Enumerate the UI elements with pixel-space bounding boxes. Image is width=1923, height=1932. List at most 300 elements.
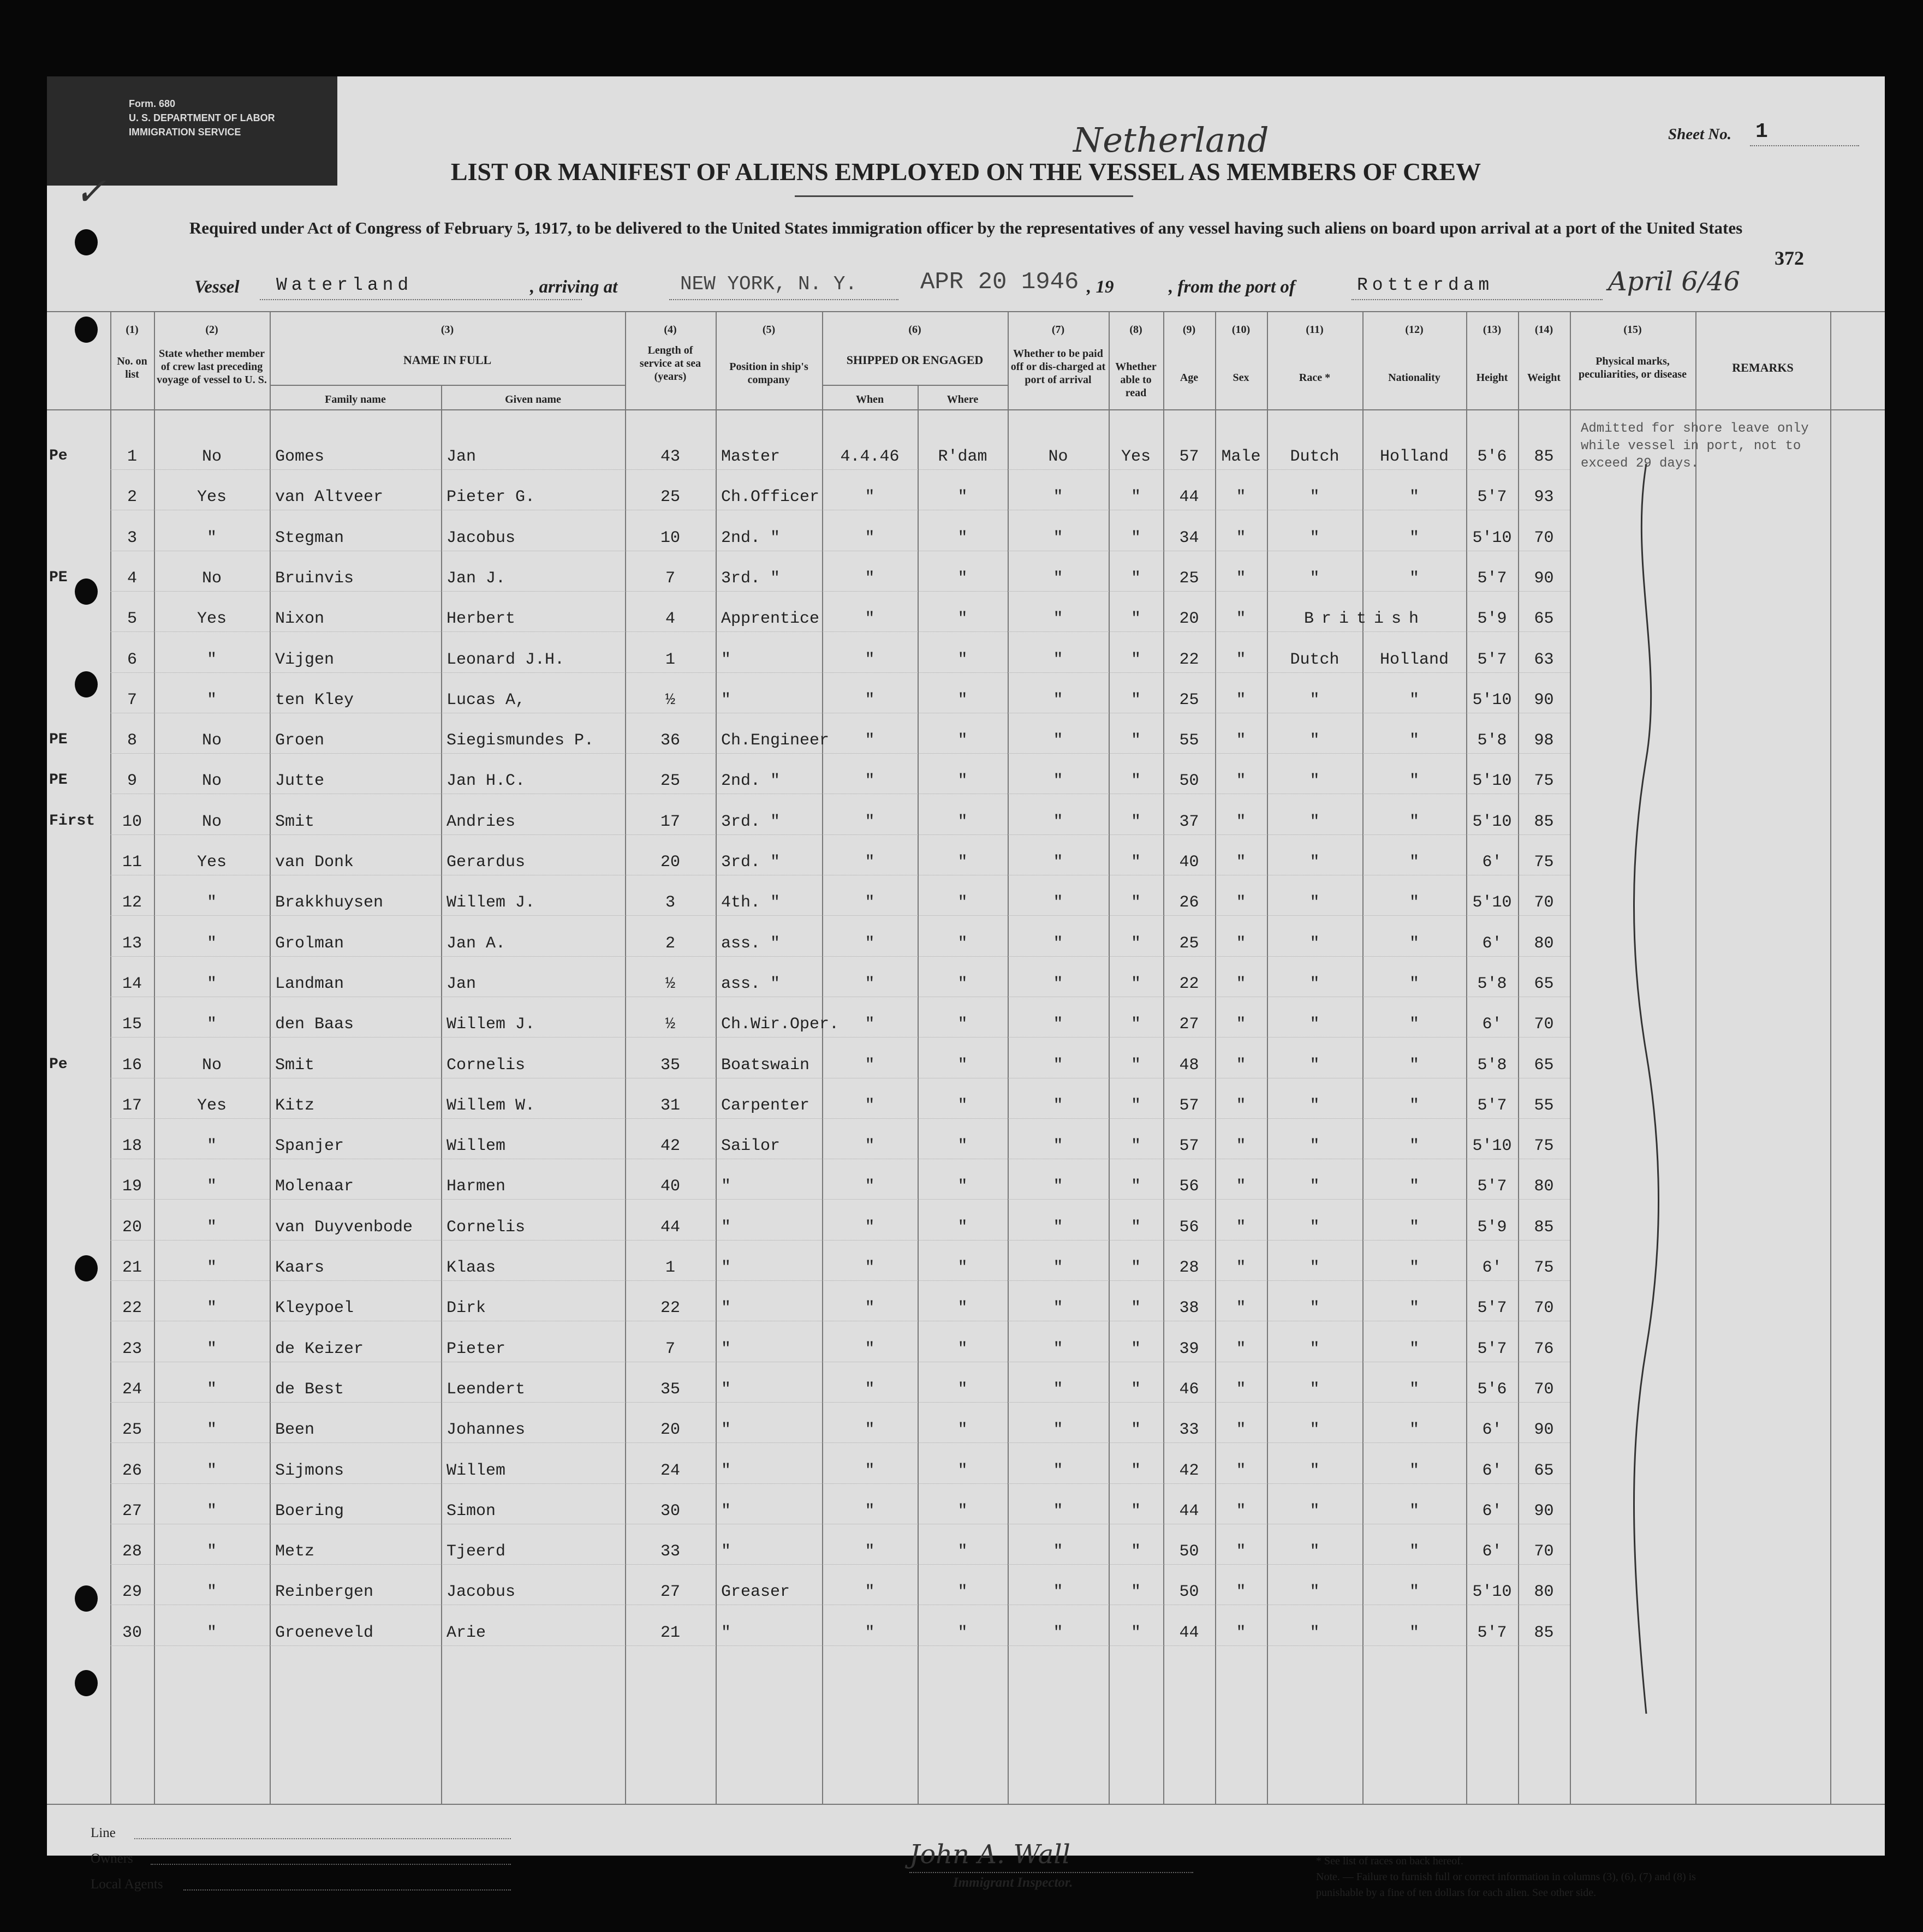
- cell-weight: 70: [1534, 1015, 1554, 1034]
- cell-given: Leonard J.H.: [446, 651, 565, 669]
- cell-when: 4.4.46: [840, 448, 900, 466]
- cell-prev: ": [206, 1583, 217, 1601]
- cell-given: Lucas A,: [446, 691, 526, 709]
- cell-family: Smit: [275, 1056, 315, 1075]
- row-rule: [110, 1483, 1570, 1484]
- cell-where: ": [957, 1421, 968, 1439]
- cell-age: 44: [1179, 488, 1199, 506]
- cell-read: ": [1130, 1259, 1141, 1277]
- cell-age: 57: [1179, 448, 1199, 466]
- cell-family: Gomes: [275, 448, 325, 466]
- cell-weight: 75: [1534, 1137, 1554, 1155]
- cell-read: ": [1130, 1421, 1141, 1439]
- cell-paid: ": [1053, 1137, 1063, 1155]
- dotted-line: [1352, 299, 1603, 300]
- row-margin-mark: PE: [49, 772, 68, 789]
- cell-where: ": [957, 1259, 968, 1277]
- cell-family: Spanjer: [275, 1137, 344, 1155]
- cell-position: ": [721, 1259, 731, 1277]
- cell-paid: ": [1053, 1218, 1063, 1237]
- cell-given: Willem W.: [446, 1096, 535, 1115]
- table-bottom-border: [47, 1804, 1885, 1805]
- row-rule: [110, 1402, 1570, 1403]
- cell-position: Greaser: [721, 1583, 790, 1601]
- cell-where: ": [957, 1299, 968, 1317]
- cell-given: Herbert: [446, 610, 516, 628]
- cell-family: Landman: [275, 975, 344, 993]
- cell-position: ": [721, 1299, 731, 1317]
- cell-paid: ": [1053, 1624, 1063, 1642]
- cell-nat: ": [1409, 1380, 1419, 1399]
- cell-years: 25: [660, 772, 680, 790]
- cell-family: Brakkhuysen: [275, 893, 384, 912]
- cell-paid: ": [1053, 813, 1063, 831]
- cell-family: de Keizer: [275, 1340, 364, 1358]
- header-no-on-list: No. on list: [117, 355, 147, 380]
- departure-port: Rotterdam: [1357, 275, 1494, 295]
- cell-family: Groeneveld: [275, 1624, 374, 1642]
- cell-paid: ": [1053, 691, 1063, 709]
- cell-where: ": [957, 1056, 968, 1075]
- cell-race: ": [1309, 1542, 1320, 1561]
- cell-weight: 55: [1534, 1096, 1554, 1115]
- col-number: (11): [1306, 324, 1324, 336]
- cell-paid: ": [1053, 569, 1063, 588]
- cell-weight: 70: [1534, 1299, 1554, 1317]
- cell-when: ": [865, 691, 875, 709]
- cell-paid: ": [1053, 651, 1063, 669]
- cell-sex: ": [1236, 893, 1246, 912]
- cell-when: ": [865, 1015, 875, 1034]
- cell-family: Molenaar: [275, 1177, 354, 1196]
- cell-where: ": [957, 934, 968, 953]
- cell-family: Been: [275, 1421, 315, 1439]
- cell-read: ": [1130, 975, 1141, 993]
- cell-where: ": [957, 529, 968, 547]
- header-sex: Sex: [1233, 372, 1249, 384]
- cell-position: ": [721, 1218, 731, 1237]
- cell-paid: ": [1053, 488, 1063, 506]
- cell-no: 4: [127, 569, 137, 588]
- cell-height: 5'6: [1477, 1380, 1507, 1399]
- cell-given: Arie: [446, 1624, 486, 1642]
- cell-race: ": [1309, 934, 1320, 953]
- cell-nat: ": [1409, 813, 1419, 831]
- cell-height: 5'6: [1477, 448, 1507, 466]
- cell-given: Johannes: [446, 1421, 526, 1439]
- cell-nat: Holland: [1379, 448, 1449, 466]
- cell-height: 5'8: [1477, 975, 1507, 993]
- cell-where: ": [957, 1624, 968, 1642]
- cell-height: 5'10: [1472, 772, 1512, 790]
- cell-position: 4th. ": [721, 893, 781, 912]
- cell-prev: ": [206, 691, 217, 709]
- cell-nat: ": [1409, 934, 1419, 953]
- cell-age: 39: [1179, 1340, 1199, 1358]
- cell-no: 26: [122, 1462, 142, 1480]
- col-number: (2): [205, 324, 218, 336]
- cell-race: ": [1309, 569, 1320, 588]
- cell-race: ": [1309, 1340, 1320, 1358]
- cell-race: ": [1309, 1502, 1320, 1520]
- cell-when: ": [865, 1583, 875, 1601]
- year-label: , 19: [1087, 277, 1114, 297]
- cell-given: Jacobus: [446, 1583, 516, 1601]
- cell-height: 5'10: [1472, 529, 1512, 547]
- cell-age: 56: [1179, 1218, 1199, 1237]
- cell-age: 26: [1179, 893, 1199, 912]
- cell-family: Grolman: [275, 934, 344, 953]
- col-number: (10): [1231, 324, 1251, 336]
- cell-when: ": [865, 1624, 875, 1642]
- cell-years: 40: [660, 1177, 680, 1196]
- cell-given: Andries: [446, 813, 516, 831]
- cell-paid: ": [1053, 1299, 1063, 1317]
- cell-weight: 85: [1534, 1624, 1554, 1642]
- cell-nat: ": [1409, 893, 1419, 912]
- cell-height: 5'10: [1472, 813, 1512, 831]
- punch-hole: [75, 229, 98, 255]
- col-number: (1): [126, 324, 139, 336]
- cell-weight: 98: [1534, 731, 1554, 750]
- cell-paid: ": [1053, 1583, 1063, 1601]
- cell-age: 20: [1179, 610, 1199, 628]
- inspector-label: Immigrant Inspector.: [953, 1875, 1073, 1890]
- cell-years: 35: [660, 1380, 680, 1399]
- cell-sex: ": [1236, 1462, 1246, 1480]
- cell-nat: ": [1409, 853, 1419, 872]
- cell-read: ": [1130, 893, 1141, 912]
- cell-height: 5'7: [1477, 1624, 1507, 1642]
- cell-weight: 63: [1534, 651, 1554, 669]
- cell-read: ": [1130, 1380, 1141, 1399]
- cell-position: Boatswain: [721, 1056, 810, 1075]
- cell-no: 23: [122, 1340, 142, 1358]
- cell-read: ": [1130, 1340, 1141, 1358]
- cell-sex: Male: [1221, 448, 1261, 466]
- cell-weight: 76: [1534, 1340, 1554, 1358]
- cell-when: ": [865, 651, 875, 669]
- cell-sex: ": [1236, 934, 1246, 953]
- cell-age: 50: [1179, 1542, 1199, 1561]
- cell-family: van Altveer: [275, 488, 384, 506]
- cell-age: 57: [1179, 1096, 1199, 1115]
- cell-paid: ": [1053, 610, 1063, 628]
- cell-race: ": [1309, 1421, 1320, 1439]
- cell-years: 7: [665, 569, 675, 588]
- cell-no: 11: [122, 853, 142, 872]
- cell-years: 1: [665, 1259, 675, 1277]
- cell-read: ": [1130, 934, 1141, 953]
- cell-age: 25: [1179, 691, 1199, 709]
- column-divider: [441, 385, 442, 1804]
- cell-where: ": [957, 1015, 968, 1034]
- cell-sex: ": [1236, 772, 1246, 790]
- dotted-line: [669, 299, 898, 300]
- dotted-line: [151, 1864, 511, 1865]
- cell-when: ": [865, 488, 875, 506]
- cell-given: Simon: [446, 1502, 496, 1520]
- cell-height: 5'10: [1472, 1137, 1512, 1155]
- arriving-label: , arriving at: [530, 277, 618, 297]
- cell-position: ": [721, 1624, 731, 1642]
- cell-sex: ": [1236, 1299, 1246, 1317]
- header-remarks: REMARKS: [1732, 361, 1794, 374]
- cell-nat: Holland: [1379, 651, 1449, 669]
- cell-no: 5: [127, 610, 137, 628]
- cell-weight: 90: [1534, 1421, 1554, 1439]
- cell-where: ": [957, 488, 968, 506]
- cell-height: 5'7: [1477, 1177, 1507, 1196]
- cell-weight: 70: [1534, 893, 1554, 912]
- cell-position: ": [721, 1502, 731, 1520]
- cell-read: ": [1130, 529, 1141, 547]
- col-number: (3): [440, 324, 454, 336]
- cell-sex: ": [1236, 1096, 1246, 1115]
- cell-when: ": [865, 529, 875, 547]
- header-paid-off: Whether to be paid off or dis-charged at port of arrival: [1010, 348, 1106, 386]
- remarks-note: Admitted for shore leave only while vessel in port, not to exceed 29 days.: [1581, 421, 1809, 471]
- cell-age: 55: [1179, 731, 1199, 750]
- cell-paid: ": [1053, 1380, 1063, 1399]
- row-rule: [110, 1645, 1570, 1646]
- cell-family: ten Kley: [275, 691, 354, 709]
- cell-read: ": [1130, 772, 1141, 790]
- cell-prev: ": [206, 1340, 217, 1358]
- cell-given: Jan A.: [446, 934, 506, 953]
- cell-when: ": [865, 975, 875, 993]
- cell-height: 5'10: [1472, 1583, 1512, 1601]
- inspector-signature: John A. Wall: [909, 1839, 1070, 1870]
- cell-sex: ": [1236, 1542, 1246, 1561]
- cell-prev: ": [206, 1299, 217, 1317]
- cell-family: Kitz: [275, 1096, 315, 1115]
- cell-no: 17: [122, 1096, 142, 1115]
- stamp-line: IMMIGRATION SERVICE: [129, 127, 241, 138]
- cell-years: ½: [665, 1015, 675, 1034]
- cell-position: ": [721, 651, 731, 669]
- cell-age: 44: [1179, 1624, 1199, 1642]
- cell-position: ": [721, 1340, 731, 1358]
- cell-sex: ": [1236, 569, 1246, 588]
- cell-years: 24: [660, 1462, 680, 1480]
- cell-read: ": [1130, 813, 1141, 831]
- header-nationality: Nationality: [1388, 372, 1440, 384]
- cell-prev: No: [201, 1056, 222, 1075]
- header-name-in-full: NAME IN FULL: [403, 353, 492, 367]
- cell-family: Nixon: [275, 610, 325, 628]
- row-margin-mark: Pe: [49, 448, 68, 464]
- punch-hole: [75, 579, 98, 605]
- cell-position: 2nd. ": [721, 772, 781, 790]
- column-divider: [1570, 311, 1571, 1804]
- page-title: LIST OR MANIFEST OF ALIENS EMPLOYED ON THE VESSEL AS MEMBERS OF CREW: [450, 158, 1481, 186]
- cell-age: 33: [1179, 1421, 1199, 1439]
- cell-given: Willem: [446, 1137, 506, 1155]
- cell-paid: ": [1053, 853, 1063, 872]
- cell-sex: ": [1236, 1015, 1246, 1034]
- cell-race: ": [1309, 731, 1320, 750]
- cell-family: Bruinvis: [275, 569, 354, 588]
- col-number: (14): [1534, 324, 1553, 336]
- checkmark-icon: ✓: [74, 169, 106, 214]
- cell-position: ": [721, 691, 731, 709]
- cell-when: ": [865, 569, 875, 588]
- cell-weight: 80: [1534, 1177, 1554, 1196]
- cell-age: 28: [1179, 1259, 1199, 1277]
- cell-years: 1: [665, 651, 675, 669]
- dotted-line: [134, 1838, 511, 1839]
- cell-read: ": [1130, 1583, 1141, 1601]
- cell-years: ½: [665, 975, 675, 993]
- cell-where: ": [957, 651, 968, 669]
- cell-position: Ch.Officer: [721, 488, 820, 506]
- cell-age: 27: [1179, 1015, 1199, 1034]
- cell-position: Ch.Engineer: [721, 731, 830, 750]
- cell-read: ": [1130, 1624, 1141, 1642]
- dotted-line: [183, 1889, 511, 1891]
- cell-no: 19: [122, 1177, 142, 1196]
- cell-years: 25: [660, 488, 680, 506]
- cell-read: ": [1130, 1177, 1141, 1196]
- cell-sex: ": [1236, 813, 1246, 831]
- col-number: (7): [1051, 324, 1065, 336]
- cell-given: Jan: [446, 975, 477, 993]
- cell-prev: ": [206, 1462, 217, 1480]
- cell-family: Vijgen: [275, 651, 335, 669]
- cell-family: den Baas: [275, 1015, 354, 1034]
- header-weight: Weight: [1527, 372, 1561, 384]
- cell-when: ": [865, 1421, 875, 1439]
- cell-nat: ": [1409, 488, 1419, 506]
- cell-nat: ": [1409, 731, 1419, 750]
- cell-read: ": [1130, 488, 1141, 506]
- header-height: Height: [1476, 372, 1508, 384]
- cell-prev: ": [206, 1421, 217, 1439]
- col-number: (9): [1182, 324, 1196, 336]
- cell-height: 5'8: [1477, 1056, 1507, 1075]
- cell-where: ": [957, 1218, 968, 1237]
- cell-prev: ": [206, 1542, 217, 1561]
- cell-prev: ": [206, 529, 217, 547]
- cell-race: ": [1309, 1137, 1320, 1155]
- cell-position: 3rd. ": [721, 569, 781, 588]
- cell-no: 21: [122, 1259, 142, 1277]
- cell-position: ": [721, 1462, 731, 1480]
- page-number: 372: [1775, 247, 1804, 269]
- cell-given: Dirk: [446, 1299, 486, 1317]
- cell-where: ": [957, 1340, 968, 1358]
- cell-weight: 93: [1534, 488, 1554, 506]
- cell-sex: ": [1236, 610, 1246, 628]
- cell-race: ": [1309, 1177, 1320, 1196]
- cell-paid: ": [1053, 893, 1063, 912]
- cell-nat: ": [1409, 1624, 1419, 1642]
- row-margin-mark: PE: [49, 731, 68, 748]
- cell-where: ": [957, 1380, 968, 1399]
- cell-where: ": [957, 813, 968, 831]
- cell-height: 6': [1482, 934, 1502, 953]
- cell-sex: ": [1236, 1380, 1246, 1399]
- arrival-date-stamp: APR 20 1946: [920, 269, 1079, 296]
- cell-height: 5'9: [1477, 610, 1507, 628]
- name-subheader-divider: [270, 385, 625, 386]
- cell-weight: 75: [1534, 1259, 1554, 1277]
- cell-race: ": [1309, 1259, 1320, 1277]
- cell-where: ": [957, 569, 968, 588]
- cell-race: ": [1309, 853, 1320, 872]
- cell-when: ": [865, 731, 875, 750]
- cell-position: Ch.Wir.Oper.: [721, 1015, 840, 1034]
- cell-sex: ": [1236, 1340, 1246, 1358]
- cell-given: Leendert: [446, 1380, 526, 1399]
- cell-read: ": [1130, 1056, 1141, 1075]
- cell-read: ": [1130, 1502, 1141, 1520]
- cell-no: 18: [122, 1137, 142, 1155]
- cell-read: ": [1130, 651, 1141, 669]
- cell-years: 17: [660, 813, 680, 831]
- cell-prev: ": [206, 975, 217, 993]
- cell-prev: ": [206, 1380, 217, 1399]
- cell-family: Kleypoel: [275, 1299, 354, 1317]
- cell-paid: ": [1053, 1421, 1063, 1439]
- cell-nat: ": [1409, 1502, 1419, 1520]
- cell-where: ": [957, 1137, 968, 1155]
- cell-weight: 65: [1534, 610, 1554, 628]
- cell-age: 50: [1179, 772, 1199, 790]
- col-number: (4): [664, 324, 677, 336]
- row-rule: [110, 631, 1570, 632]
- table-top-border: [47, 311, 1885, 312]
- cell-race: ": [1309, 1096, 1320, 1115]
- row-rule: [110, 834, 1570, 835]
- col-number: (8): [1129, 324, 1142, 336]
- cell-race: ": [1309, 813, 1320, 831]
- cell-years: 33: [660, 1542, 680, 1561]
- cell-when: ": [865, 1380, 875, 1399]
- cell-sex: ": [1236, 1218, 1246, 1237]
- cell-no: 12: [122, 893, 142, 912]
- dotted-line: [260, 299, 582, 300]
- cell-race: ": [1309, 1624, 1320, 1642]
- cell-family: Boering: [275, 1502, 344, 1520]
- title-rule: [795, 195, 1133, 197]
- cell-nat: ": [1409, 1462, 1419, 1480]
- cell-paid: ": [1053, 1056, 1063, 1075]
- cell-when: ": [865, 1218, 875, 1237]
- cell-prev: ": [206, 1502, 217, 1520]
- header-given-name: Given name: [505, 393, 561, 406]
- row-rule: [110, 1199, 1570, 1200]
- signature-line: [909, 1872, 1193, 1873]
- punch-hole: [75, 1255, 98, 1281]
- header-age: Age: [1180, 372, 1199, 384]
- cell-weight: 70: [1534, 529, 1554, 547]
- cell-prev: Yes: [197, 853, 227, 872]
- cell-where: ": [957, 853, 968, 872]
- cell-nat: ": [1409, 1299, 1419, 1317]
- cell-read: Yes: [1121, 448, 1151, 466]
- column-divider: [1830, 311, 1831, 1804]
- cell-height: 5'9: [1477, 1218, 1507, 1237]
- cell-no: 7: [127, 691, 137, 709]
- cell-paid: ": [1053, 975, 1063, 993]
- cell-sex: ": [1236, 853, 1246, 872]
- cell-read: ": [1130, 1096, 1141, 1115]
- cell-age: 57: [1179, 1137, 1199, 1155]
- cell-position: ": [721, 1421, 731, 1439]
- cell-when: ": [865, 1096, 875, 1115]
